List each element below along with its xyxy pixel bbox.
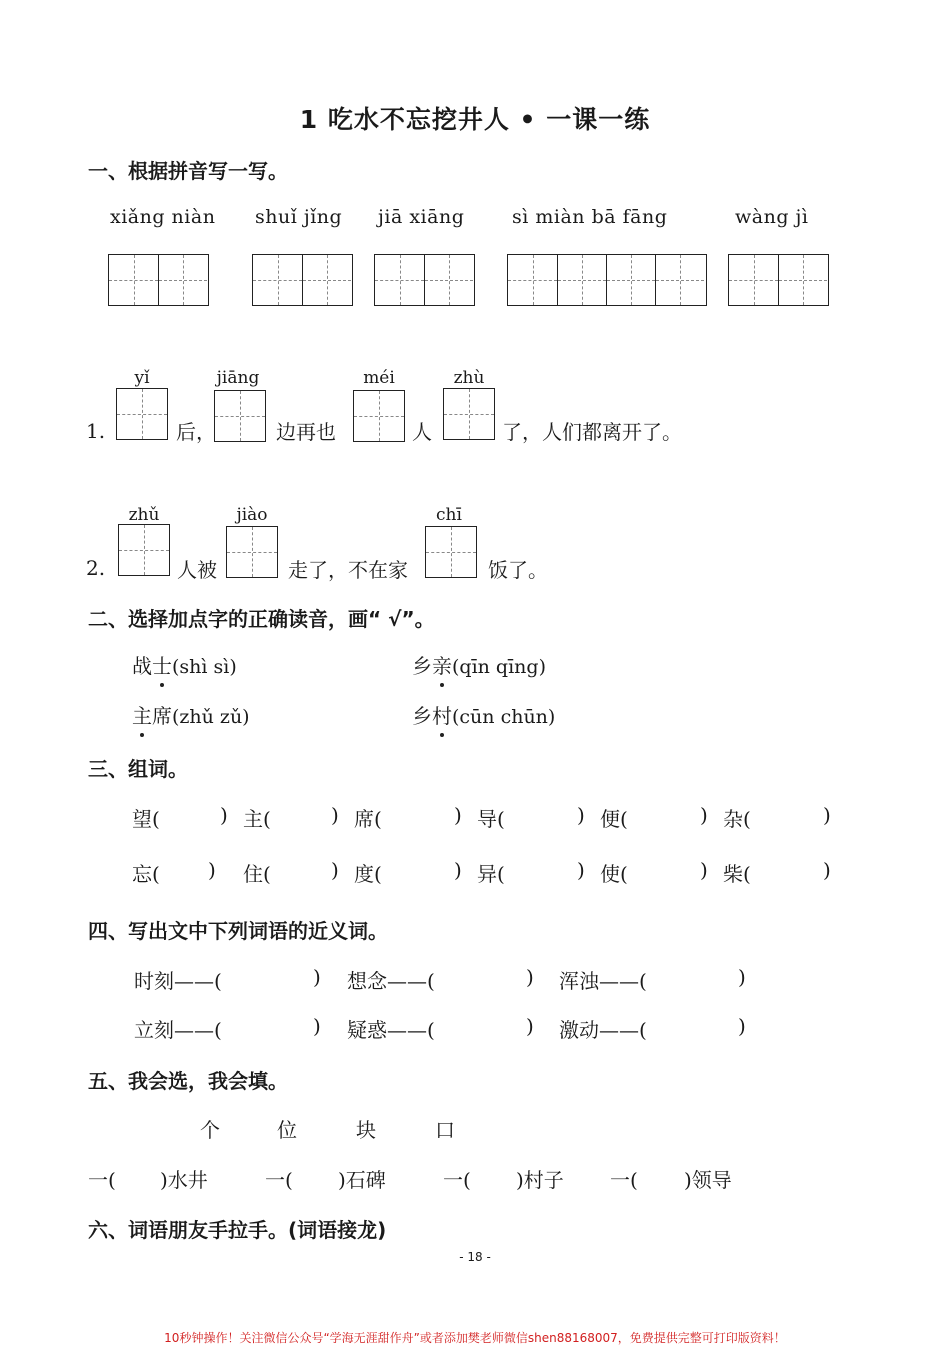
pinyin-5: wàng jì [735,206,809,228]
q1-text-1: 后， [176,420,216,444]
q2-box-3[interactable] [425,526,477,578]
word-item: 忘( [132,862,160,886]
q1-text-2: 边再也 [276,420,336,444]
reading-item-3: 主席(zhǔ zǔ) [132,700,250,729]
measure-word-option: 个 [200,1118,220,1142]
q2-box-1[interactable] [118,524,170,576]
pinyin-4: sì miàn bā fāng [512,206,668,228]
writing-grid-1[interactable] [108,254,209,306]
q2-text-2: 走了，不在家 [288,558,408,582]
q2-pinyin-2: jiào [236,505,268,525]
synonym-item: 想念——( [347,969,435,993]
word-close: ) [700,858,708,882]
measure-word-option: 块 [356,1118,376,1142]
section6-heading: 六、词语朋友手拉手。(词语接龙) [88,1218,387,1242]
synonym-close: ) [313,965,321,989]
writing-grid-3[interactable] [374,254,475,306]
fill-open: 一( [610,1168,638,1192]
writing-grid-5[interactable] [728,254,829,306]
q2-pinyin-1: zhǔ [128,505,160,525]
synonym-item: 疑惑——( [347,1018,435,1042]
writing-grid-4[interactable] [507,254,707,306]
reading-item-1: 战士(shì sì) [132,650,237,679]
section5-heading: 五、我会选，我会填。 [88,1069,288,1093]
q2-number: 2. [86,556,106,580]
measure-word-option: 口 [435,1118,455,1142]
dotted-char: 主 [132,700,152,729]
q1-box-4[interactable] [443,388,495,440]
pinyin-1: xiǎng niàn [110,206,216,228]
word-close: ) [331,803,339,827]
reading-item-2: 乡亲(qīn qīng) [412,650,546,679]
word-close: ) [454,803,462,827]
page-title: 1 吃水不忘挖井人 • 一课一练 [299,105,651,134]
measure-word-option: 位 [277,1118,297,1142]
section2-heading: 二、选择加点字的正确读音，画“ √”。 [88,607,435,631]
q1-text-3: 人 [412,420,432,444]
synonym-close: ) [526,965,534,989]
synonym-item: 浑浊——( [559,969,647,993]
word-close: ) [577,858,585,882]
q1-pinyin-4: zhù [453,368,485,388]
section4-heading: 四、写出文中下列词语的近义词。 [88,919,388,943]
word-close: ) [331,858,339,882]
q1-number: 1. [86,419,106,443]
fill-open: 一( [265,1168,293,1192]
fill-close: )石碑 [338,1168,386,1192]
section1-heading: 一、根据拼音写一写。 [88,159,288,183]
page-number: - 18 - [459,1250,491,1264]
synonym-close: ) [738,1014,746,1038]
word-item: 主( [243,807,271,831]
word-item: 住( [243,862,271,886]
fill-close: )水井 [160,1168,208,1192]
dotted-char: 亲 [432,650,452,679]
synonym-close: ) [738,965,746,989]
q2-pinyin-3: chī [436,505,462,525]
word-close: ) [823,858,831,882]
word-close: ) [700,803,708,827]
fill-open: 一( [88,1168,116,1192]
synonym-item: 激动——( [559,1018,647,1042]
footer-promo: 10秒钟操作！关注微信公众号“学海无涯甜作舟”或者添加樊老师微信shen88168007，免费提供完整可打印版资料！ [164,1331,786,1345]
dotted-char: 士 [152,650,172,679]
q2-text-1: 人被 [177,558,217,582]
reading-item-4: 乡村(cūn chūn) [412,700,555,729]
word-close: ) [577,803,585,827]
synonym-close: ) [526,1014,534,1038]
word-item: 导( [477,807,505,831]
section3-heading: 三、组词。 [88,757,188,781]
word-item: 杂( [723,807,751,831]
q1-pinyin-1: yǐ [134,368,150,388]
fill-close: )领导 [684,1168,732,1192]
word-close: ) [454,858,462,882]
pinyin-3: jiā xiāng [378,206,465,228]
pinyin-2: shuǐ jǐng [255,206,343,228]
q1-box-2[interactable] [214,390,266,442]
q1-text-4: 了，人们都离开了。 [502,420,682,444]
q1-box-1[interactable] [116,388,168,440]
word-close: ) [823,803,831,827]
synonym-item: 立刻——( [134,1018,222,1042]
word-item: 便( [600,807,628,831]
synonym-item: 时刻——( [134,969,222,993]
word-item: 柴( [723,862,751,886]
dotted-char: 村 [432,700,452,729]
q1-box-3[interactable] [353,390,405,442]
word-item: 席( [354,807,382,831]
word-close: ) [220,803,228,827]
q2-box-2[interactable] [226,526,278,578]
word-item: 望( [132,807,160,831]
word-close: ) [208,858,216,882]
fill-close: )村子 [516,1168,564,1192]
synonym-close: ) [313,1014,321,1038]
q1-pinyin-3: méi [363,368,395,388]
word-item: 度( [354,862,382,886]
writing-grid-2[interactable] [252,254,353,306]
fill-open: 一( [443,1168,471,1192]
q1-pinyin-2: jiāng [216,368,260,388]
word-item: 异( [477,862,505,886]
word-item: 使( [600,862,628,886]
q2-text-3: 饭了。 [488,558,548,582]
